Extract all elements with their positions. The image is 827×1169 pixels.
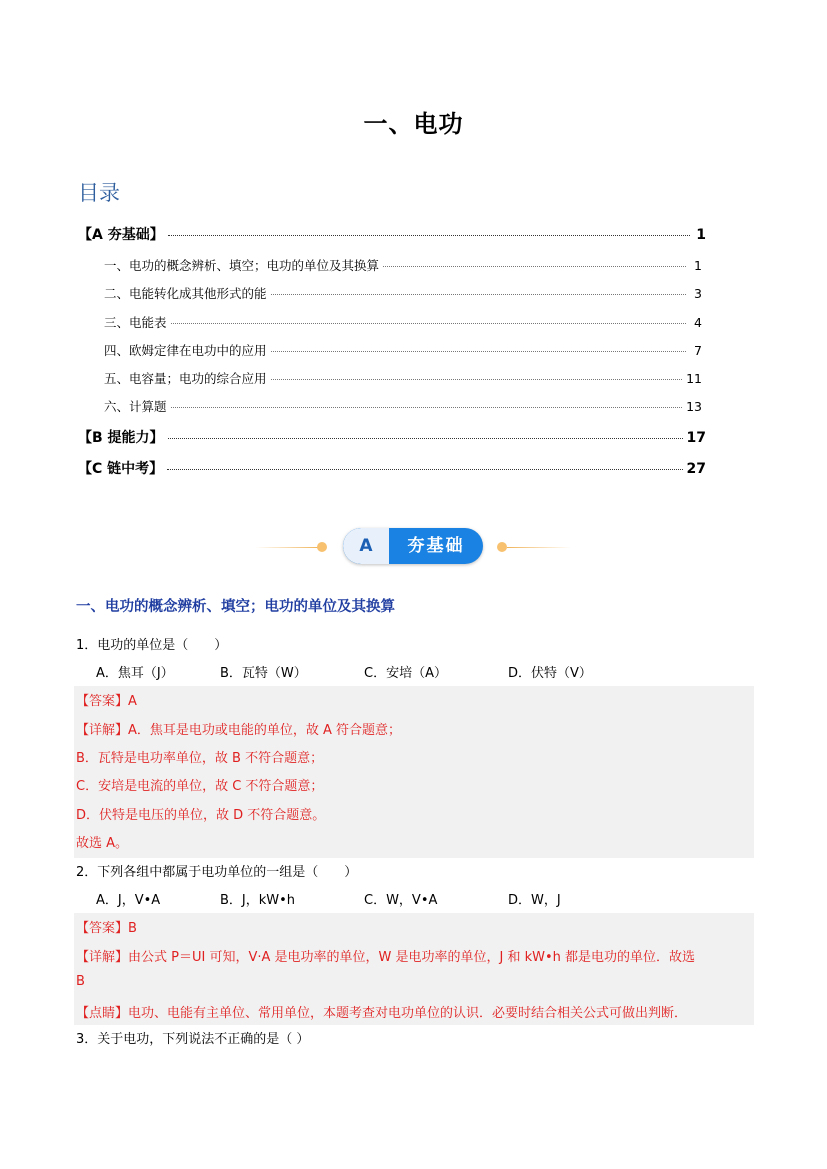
answer-line: B [76,974,85,989]
toc-page: 4 [694,315,702,330]
toc-page: 11 [686,371,702,386]
toc-heading: 目录 [78,181,120,205]
toc-label: 一、电功的概念辨析、填空；电功的单位及其换算 [104,258,380,273]
banner-dot-left [317,542,327,552]
answer-line: 【详解】由公式 P＝UI 可知，V·A 是电功率的单位，W 是电功率的单位，J 和 kW•h 都是电功的单位．故选 [76,950,696,965]
option-c: C．安培（A） [364,666,447,681]
toc-leader [271,379,683,380]
option-a: A．J，V•A [96,893,161,908]
section-banner [0,526,827,566]
answer-line: 【详解】A．焦耳是电功或电能的单位，故 A 符合题意； [76,723,402,738]
toc-label: 【C 链中考】 [78,461,164,477]
banner-line-left [255,547,319,548]
toc-page: 7 [694,343,702,358]
toc-row[interactable] [104,284,702,302]
answer-block [74,913,754,1025]
toc-leader [271,294,686,295]
toc-label: 六、计算题 [104,399,167,414]
toc-leader [383,266,686,267]
toc-leader [271,351,686,352]
answer-line: 故选 A。 [76,836,129,851]
question-stem: 1．电功的单位是（ ） [76,638,228,653]
toc-label: 三、电能表 [104,315,167,330]
toc-leader [168,235,690,236]
toc-row[interactable] [78,458,706,478]
toc-leader [171,407,683,408]
toc-leader [168,438,683,439]
toc-row[interactable] [104,313,702,331]
page-title: 一、电功 [363,110,464,138]
answer-line: D．伏特是电压的单位，故 D 不符合题意。 [76,808,326,823]
toc-row[interactable] [104,397,702,415]
section-label: 夯基础 [407,536,465,556]
toc-leader [171,323,686,324]
toc-page: 1 [696,227,706,243]
toc-label: 四、欧姆定律在电功中的应用 [104,343,267,358]
toc-row[interactable] [104,256,702,274]
banner-dot-right [497,542,507,552]
option-b: B．J，kW•h [220,893,296,908]
answer-line: B．瓦特是电功率单位，故 B 不符合题意； [76,751,324,766]
toc-row[interactable] [104,341,702,359]
toc-page: 17 [686,430,706,446]
answer-block [74,686,754,858]
section-title: 一、电功的概念辨析、填空；电功的单位及其换算 [76,599,395,615]
answer-line: 【答案】B [76,921,137,936]
option-c: C．W，V•A [364,893,438,908]
section-pill [343,528,483,564]
banner-line-right [507,547,571,548]
toc-label: 五、电容量；电功的综合应用 [104,371,267,386]
toc-row[interactable] [78,427,706,447]
question-stem: 3．关于电功，下列说法不正确的是（ ） [76,1032,310,1047]
toc-row[interactable] [78,224,706,244]
toc-page: 27 [686,461,706,477]
section-letter: A [343,528,389,564]
option-d: D．W，J [508,893,561,908]
toc-label: 【B 提能力】 [78,430,164,446]
answer-line: C．安培是电流的单位，故 C 不符合题意； [76,779,324,794]
toc-row[interactable] [104,369,702,387]
option-d: D．伏特（V） [508,666,592,681]
answer-line: 【答案】A [76,694,137,709]
question-stem: 2．下列各组中都属于电功单位的一组是（ ） [76,865,358,880]
toc-label: 【A 夯基础】 [78,227,164,243]
answer-line: 【点睛】电功、电能有主单位、常用单位，本题考查对电功单位的认识．必要时结合相关公式可做出判断． [76,1006,688,1021]
toc-page: 3 [694,286,702,301]
toc-leader [167,469,682,470]
option-b: B．瓦特（W） [220,666,307,681]
toc-label: 二、电能转化成其他形式的能 [104,286,267,301]
toc-page: 1 [694,258,702,273]
option-a: A．焦耳（J） [96,666,174,681]
toc-page: 13 [686,399,702,414]
